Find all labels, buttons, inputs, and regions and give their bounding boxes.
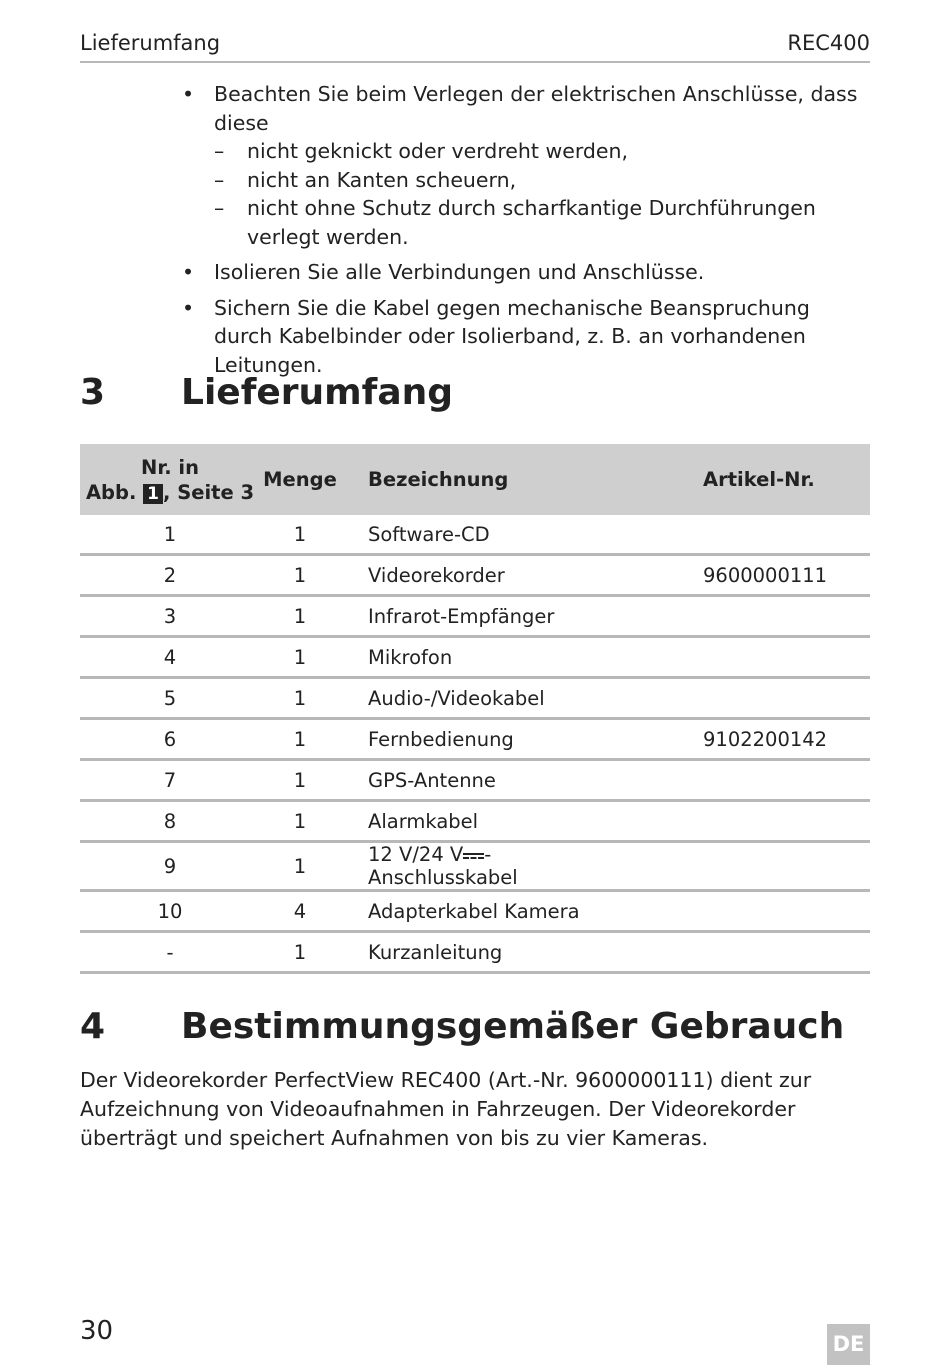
bullet-item	[182, 294, 872, 380]
running-header-model: REC400	[787, 31, 870, 55]
header-nr: Nr. in Abb. 1 , Seite 3	[80, 444, 260, 515]
bullet-text: Beachten Sie beim Verlegen der elektrischen Anschlüsse, dass diese	[214, 82, 858, 135]
intended-use-paragraph: Der Videorekorder PerfectView REC400 (Art.-Nr. 9600000111) dient zur Aufzeichnung von Videoaufnahmen in Fahrzeugen. Der Videorekorder überträgt und speichert Aufnahmen von bis zu vier Kameras.	[80, 1068, 812, 1150]
section-3-number: 3	[80, 372, 106, 413]
section-3-title: Lieferumfang	[181, 372, 454, 413]
sub-item-text: nicht ohne Schutz durch scharfkantige Durchführungen verlegt werden.	[247, 196, 816, 249]
table-row: 8 1 Alarmkabel	[80, 801, 870, 842]
table-row: 3 1 Infrarot-Empfänger	[80, 596, 870, 637]
running-header-section: Lieferumfang	[80, 31, 221, 55]
table-row: - 1 Kurzanleitung	[80, 932, 870, 973]
table-row: 4 1 Mikrofon	[80, 637, 870, 678]
sub-item-text: nicht an Kanten scheuern,	[247, 167, 517, 192]
table-row: 7 1 GPS-Antenne	[80, 760, 870, 801]
dash-symbol: –	[214, 167, 225, 192]
bullet-symbol: •	[182, 82, 195, 106]
table-row: 6 1 Fernbedienung 9102200142	[80, 719, 870, 760]
header-bezeichnung: Bezeichnung	[340, 444, 623, 515]
sub-item	[182, 137, 872, 166]
dc-voltage-icon	[463, 851, 484, 861]
header-menge: Menge	[260, 444, 340, 515]
bullet-item	[182, 80, 872, 251]
bullet-symbol: •	[182, 295, 195, 320]
dash-symbol: –	[214, 196, 225, 220]
bullet-item	[182, 258, 872, 287]
safety-bullet-list	[182, 80, 872, 386]
bullet-symbol: •	[182, 260, 195, 284]
table-row: 2 1 Videorekorder 9600000111	[80, 555, 870, 596]
section-4-number: 4	[80, 1006, 106, 1047]
bullet-text: Sichern Sie die Kabel gegen mechanische Beanspruchung durch Kabelbinder oder Isolierband, z. B. an vorhandenen Leitungen.	[214, 295, 810, 377]
table-header-row	[80, 444, 870, 515]
dash-symbol: –	[214, 139, 225, 163]
sub-item	[182, 166, 872, 195]
page-number: 30	[80, 1316, 114, 1346]
table-row: 1 1 Software-CD	[80, 515, 870, 555]
table-row: 5 1 Audio-/Videokabel	[80, 678, 870, 719]
table-row: 10 4 Adapterkabel Kamera	[80, 891, 870, 932]
sub-item-text: nicht geknickt oder verdreht werden,	[247, 139, 629, 163]
table-row: 9 1 12 V/24 V -Anschlusskabel	[80, 842, 870, 891]
sub-item	[182, 194, 872, 251]
supply-table	[80, 444, 870, 974]
language-badge: DE	[827, 1324, 870, 1365]
header-artikel: Artikel-Nr.	[623, 444, 870, 515]
figure-reference-badge: 1	[143, 484, 163, 504]
bullet-text: Isolieren Sie alle Verbindungen und Anschlüsse.	[214, 260, 705, 284]
section-4-title: Bestimmungsgemäßer Gebrauch	[181, 1006, 845, 1047]
header-divider	[80, 61, 870, 63]
